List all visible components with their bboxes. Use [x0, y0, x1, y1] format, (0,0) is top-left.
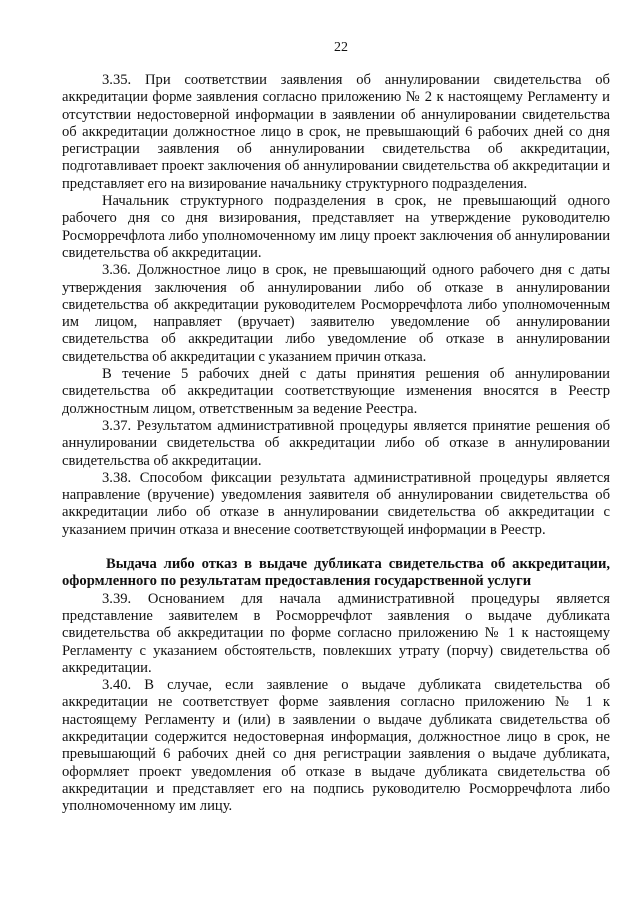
paragraph-registry-update: В течение 5 рабочих дней с даты принятия решения об аннулировании свидетельства об аккредитации соответствующие изменения вносятся в Реестр должностным лицом, ответственным за ведение Реестра.	[62, 366, 610, 417]
paragraph-3-40: 3.40. В случае, если заявление о выдаче дубликата свидетельства об аккредитации не соответствует форме заявления согласно приложению № 1 к настоящему Регламенту и (или) в заявлении о выдаче дубликата свидетельства об аккредитации содержится недостоверная информация, должностное лицо в срок, не превышающий 6 рабочих дней со дня регистрации заявления о выдаче дубликата, оформляет проект уведомления об отказе в выдаче дубликата свидетельства об аккредитации и представляет его на подпись руководителю Росморречфлота либо уполномоченному им лицу.	[62, 677, 610, 815]
paragraph-3-37: 3.37. Результатом административной процедуры является принятие решения об аннулировании свидетельства об аккредитации либо об отказе в аннулировании свидетельства об аккредитации.	[62, 417, 610, 469]
paragraph-3-35: 3.35. При соответствии заявления об аннулировании свидетельства об аккредитации форме заявления согласно приложению № 2 к настоящему Регламенту и отсутствии недостоверной информации в заявлении об аннулировании свидетельства об аккредитации должностное лицо в срок, не превышающий 6 рабочих дней со дня регистрации заявления об аннулировании свидетельства об аккредитации, подготавливает проект заключения об аннулировании свидетельства об аккредитации и представляет его на визирование начальнику структурного подразделения.	[62, 72, 610, 192]
section-heading: Выдача либо отказ в выдаче дубликата свидетельства об аккредитации, оформленного по результатам предоставления государственной услуги	[62, 556, 610, 590]
page-number: 22	[334, 40, 348, 55]
paragraph-3-36: 3.36. Должностное лицо в срок, не превышающий одного рабочего дня с даты утверждения заключения об аннулировании либо об отказе в аннулировании свидетельства об аккредитации руководителем Росморречфлота либо уполномоченным им лицом, направляет (вручает) заявителю уведомление об аннулировании свидетельства об аккредитации либо уведомление об отказе в аннулировании свидетельства об аккредитации с указанием причин отказа.	[62, 262, 610, 365]
paragraph-head-approval: Начальник структурного подразделения в срок, не превышающий одного рабочего дня со дня визирования, представляет на утверждение руководителю Росморречфлота либо уполномоченному им лицу проект заключения об аннулировании свидетельства об аккредитации.	[62, 193, 610, 261]
paragraph-3-38: 3.38. Способом фиксации результата административной процедуры является направление (вручение) уведомления заявителя об аннулировании свидетельства об аккредитации либо об отказе в аннулировании свидетельства об аккредитации с указанием причин отказа и внесение соответствующей информации в Реестр.	[62, 469, 610, 538]
paragraph-3-39: 3.39. Основанием для начала административной процедуры является представление заявителем в Росморречфлот заявления о выдаче дубликата свидетельства об аккредитации по форме согласно приложению № 1 к настоящему Регламенту с указанием обстоятельств, повлекших утрату (порчу) свидетельства об аккредитации.	[62, 590, 610, 676]
